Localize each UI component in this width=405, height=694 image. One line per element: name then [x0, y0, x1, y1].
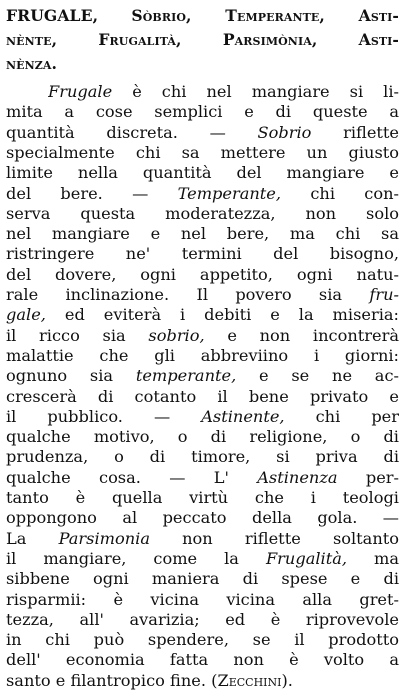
- italic-term: Frugale: [48, 82, 113, 101]
- synonyms-line-1: Sòbrio, Temperante, Asti-: [131, 6, 399, 25]
- italic-term: fru-: [369, 285, 399, 304]
- body-text: ).: [281, 670, 293, 690]
- body-text: qualche cosa. — L': [6, 467, 258, 487]
- heading-line-1: [6, 4, 399, 28]
- body-text: santo e filantropico fine. (: [6, 670, 218, 690]
- body-text: tezza, all' avarizia; ed è riprovevole: [6, 609, 399, 629]
- body-text: il pubblico. —: [6, 406, 202, 426]
- body-text: del dovere, ogni appetito, ogni natu-: [6, 264, 399, 284]
- body-text: oppongono al peccato della gola. —: [6, 508, 399, 528]
- body-text: La: [6, 528, 59, 548]
- heading-line-3: [6, 52, 399, 76]
- italic-term: Parsimonia: [58, 528, 150, 548]
- body-text: qualche motivo, o di religione, o di: [6, 427, 399, 447]
- italic-term: Frugalità,: [265, 548, 348, 568]
- body-text: del bere. —: [6, 183, 178, 203]
- body-text: ed eviterà i debiti e la miseria:: [45, 305, 399, 325]
- body-text: ristringere ne' termini del bisogno,: [6, 244, 399, 264]
- body-text: prudenza, o di timore, si priva di: [6, 447, 399, 467]
- body-text: sibbene ogni maniera di spese e di: [6, 569, 399, 589]
- italic-term: Astinenza: [257, 467, 338, 487]
- body-text: tanto è quella virtù che i teologi: [6, 488, 399, 507]
- italic-term: sobrio,: [148, 325, 205, 345]
- italic-term: Sobrio: [257, 122, 312, 142]
- synonyms-line-3: nènza.: [6, 54, 58, 73]
- body-text: specialmente chi sa mettere un giusto: [6, 142, 399, 162]
- body-text: il ricco sia: [6, 325, 149, 345]
- italic-term: Astinente,: [201, 406, 285, 426]
- body-text: chi per: [284, 406, 399, 426]
- italic-term: gale,: [6, 305, 46, 325]
- body-text: ognuno sia: [6, 366, 136, 386]
- headword: FRUGALE,: [6, 6, 99, 25]
- body-text: riflette: [311, 122, 399, 142]
- body-text: mita a cose semplici e di queste a: [6, 102, 399, 122]
- body-text: quantità discreta. —: [6, 122, 258, 142]
- body-text: rale inclinazione. Il povero sia: [6, 285, 370, 304]
- body-text: per-: [337, 467, 399, 487]
- italic-term: Temperante,: [177, 183, 282, 203]
- source-author: Zecchini: [217, 670, 282, 690]
- body-text: ma: [347, 548, 399, 568]
- body-text: e non incontrerà: [204, 325, 399, 345]
- body-text: il mangiare, come la: [6, 548, 266, 568]
- body-text: e se ne ac-: [236, 366, 399, 386]
- body-text: serva questa moderatezza, non solo: [6, 203, 399, 223]
- body-text: risparmii: è vicina vicina alla gret-: [6, 589, 399, 609]
- body-text: dell' economia fatta non è volto a: [6, 650, 399, 670]
- body-text: nel mangiare e nel bere, ma chi sa: [6, 224, 399, 244]
- body-text: crescerà di cotanto il bene privato e: [6, 386, 399, 406]
- body-line: [6, 669, 399, 693]
- synonyms-line-2: nènte, Frugalità, Parsimònia, Asti-: [6, 30, 399, 49]
- body-text: chi con-: [281, 183, 399, 203]
- body-text: non riflette soltanto: [149, 528, 399, 548]
- body-text: in chi può spendere, se il prodotto: [6, 630, 399, 650]
- body-text: limite nella quantità del mangiare e: [6, 163, 399, 183]
- body-text: malattie che gli abbreviino i giorni:: [6, 345, 399, 365]
- body-text: è chi nel mangiare si li-: [112, 82, 399, 101]
- italic-term: temperante,: [135, 366, 237, 386]
- heading-line-2: [6, 28, 399, 52]
